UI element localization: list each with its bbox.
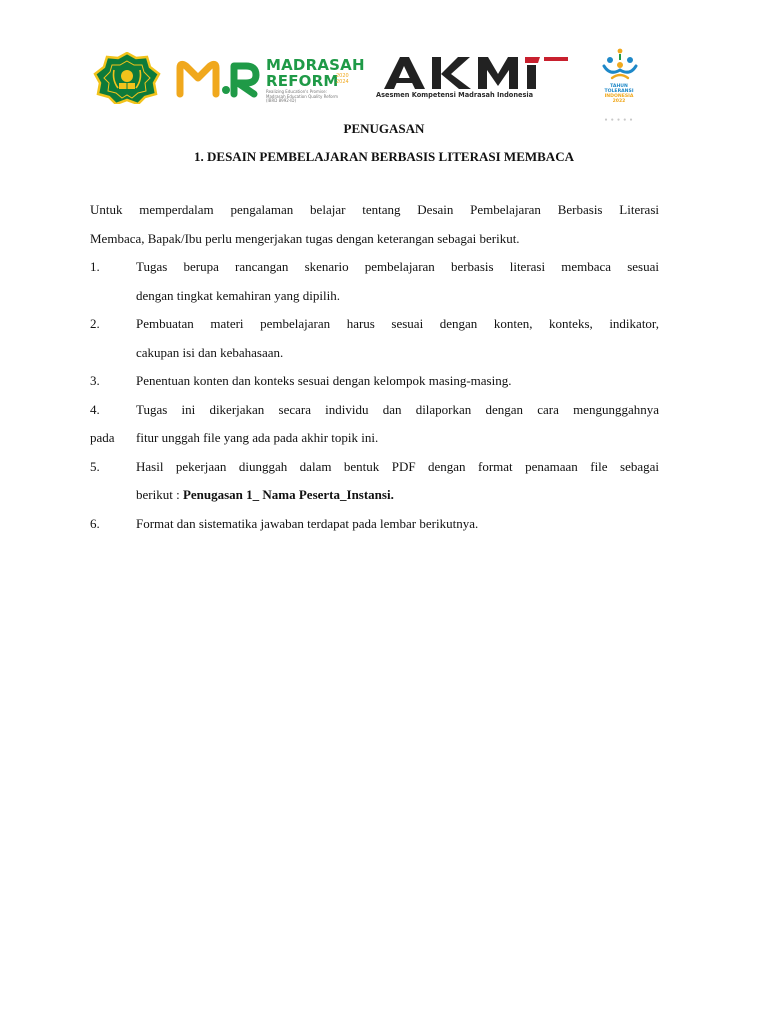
toleransi-text: TAHUN TOLERANSI INDONESIA 2022	[604, 84, 634, 104]
kemenag-emblem-icon	[92, 52, 162, 104]
madrasah-reform-title: MADRASAH REFORM	[266, 56, 365, 90]
list-item-number: 6.	[90, 515, 100, 531]
logo-header	[92, 48, 652, 130]
list-item-number: 5.	[90, 458, 100, 474]
instructions-body	[90, 196, 659, 538]
madrasah-reform-tagline: Realizing Education's Promise: Madrasah Education Quality Reform (IBRD 8992-ID)	[266, 89, 339, 103]
list-item-number: 3.	[90, 373, 100, 388]
list-item-text: Tugas ini dikerjakan secara individu dan dilaporkan dengan cara mengunggahnya	[136, 401, 659, 417]
list-item-text: Hasil pekerjaan diunggah dalam bentuk PDF dengan format penamaan file sebagai	[136, 458, 659, 474]
akmi-logo	[374, 56, 570, 104]
akmi-subtitle: Asesmen Kompetensi Madrasah Indonesia	[376, 91, 534, 99]
list-item	[90, 367, 659, 396]
file-format-prefix: berikut :	[136, 487, 183, 502]
tahun-toleransi-logo	[592, 48, 646, 130]
list-item	[90, 453, 659, 482]
madrasah-reform-years: 2020 2024	[336, 73, 349, 85]
intro-line-1: Untuk memperdalam pengalaman belajar tentang Desain Pembelajaran Berbasis Literasi	[90, 202, 659, 217]
list-item-continuation	[90, 481, 659, 510]
list-item-number: 1.	[90, 259, 100, 274]
page-subtitle: 1. DESAIN PEMBELAJARAN BERBASIS LITERASI MEMBACA	[194, 149, 574, 164]
page-title: PENUGASAN	[343, 121, 425, 136]
list-item	[90, 510, 659, 539]
list-item-text: Format dan sistematika jawaban terdapat pada lembar berikutnya.	[136, 515, 479, 531]
madrasah-reform-mark-icon	[176, 58, 260, 98]
toleransi-dots: ● ● ● ● ●	[604, 118, 634, 123]
list-item-continuation: cakupan isi dan kebahasaan.	[136, 344, 284, 360]
list-item-text: Penentuan konten dan konteks sesuai dengan kelompok masing-masing.	[136, 373, 512, 388]
file-naming-format: Penugasan 1_ Nama Peserta_Instansi.	[182, 487, 394, 502]
madrasah-reform-logo	[176, 54, 365, 103]
list-item-number: 2.	[90, 316, 100, 331]
list-item-continuation-text: fitur unggah file yang ada pada akhir topik ini.	[136, 430, 379, 445]
list-item-lead-word: pada	[90, 430, 115, 445]
toleransi-figures-icon	[600, 48, 640, 82]
list-item-number: 4.	[90, 401, 100, 417]
list-item-continuation	[90, 424, 659, 453]
list-item-text: Tugas berupa rancangan skenario pembelajaran berbasis literasi membaca sesuai	[136, 259, 659, 274]
list-item	[90, 253, 659, 282]
kemenag-logo	[92, 52, 162, 104]
akmi-wordmark-icon	[382, 56, 570, 90]
intro-line-2: Membaca, Bapak/Ibu perlu mengerjakan tugas dengan keterangan sebagai berikut.	[90, 230, 520, 246]
list-item-continuation: dengan tingkat kemahiran yang dipilih.	[136, 287, 340, 303]
list-item-text: Pembuatan materi pembelajaran harus sesuai dengan konten, konteks, indikator,	[136, 316, 659, 331]
list-item	[90, 396, 659, 425]
list-item	[90, 310, 659, 339]
